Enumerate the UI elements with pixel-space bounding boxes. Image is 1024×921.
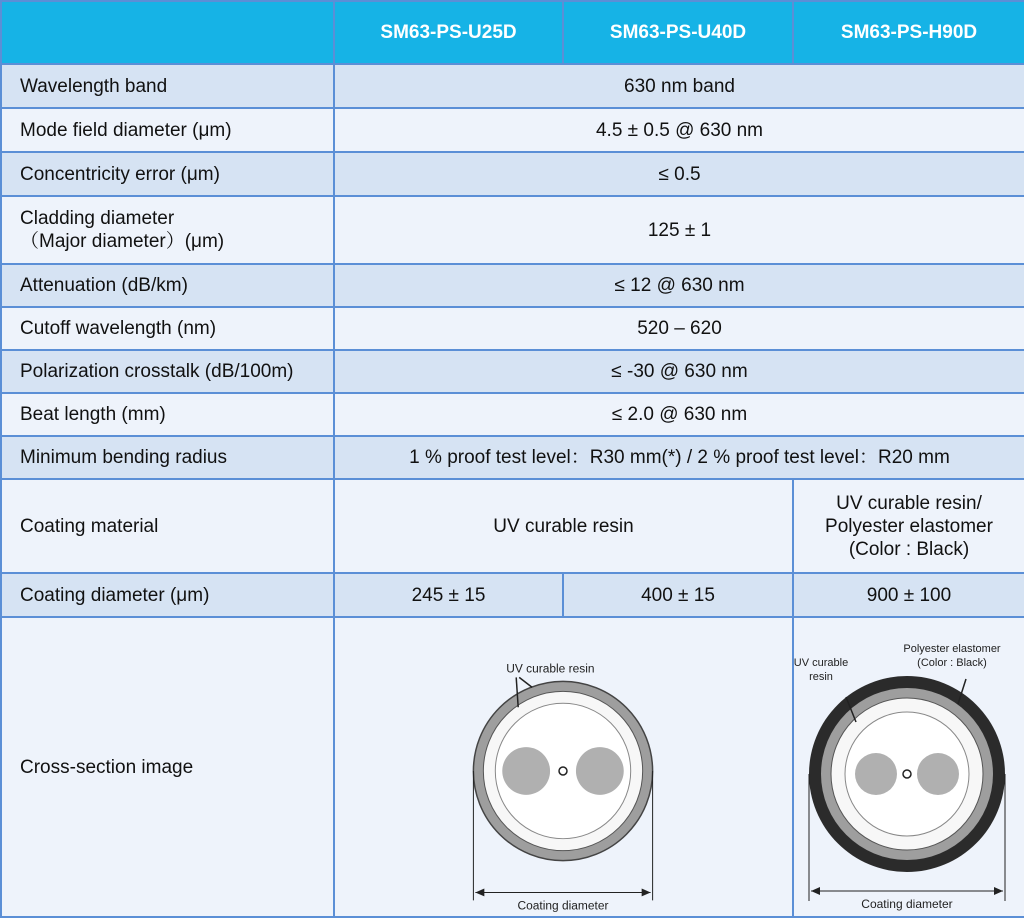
row-value: ≤ 0.5: [334, 152, 1024, 196]
cross-section-h90-cell: [793, 617, 1024, 917]
row-cladding: [1, 196, 1024, 264]
row-cutoff: [1, 307, 1024, 350]
header-model-u40d: SM63-PS-U40D: [563, 1, 793, 64]
row-label: Concentricity error (μm): [1, 152, 334, 196]
row-label: Cross-section image: [1, 617, 334, 917]
elastomer-label-line1: Polyester elastomer: [903, 643, 1001, 655]
core: [903, 770, 911, 778]
row-label: [1, 196, 334, 264]
row-value-uv: UV curable resin: [334, 479, 793, 573]
stress-rod-right: [917, 753, 959, 795]
row-coating-material: [1, 479, 1024, 573]
row-value: 520 – 620: [334, 307, 1024, 350]
row-value: 1 % proof test level：R30 mm(*) / 2 % proof test level：R20 mm: [334, 436, 1024, 479]
header-model-h90d: SM63-PS-H90D: [793, 1, 1024, 64]
row-coating-diameter: [1, 573, 1024, 617]
cross-section-uv-cell: [334, 617, 793, 917]
row-value-h90d: 900 ± 100: [793, 573, 1024, 617]
header-corner: [1, 1, 334, 64]
h90-line1: UV curable resin/: [836, 492, 982, 514]
row-beat: [1, 393, 1024, 436]
row-label: Minimum bending radius: [1, 436, 334, 479]
row-value-u40d: 400 ± 15: [563, 573, 793, 617]
dim-arrowhead-right: [642, 888, 651, 896]
row-label: Wavelength band: [1, 64, 334, 108]
resin-label: UV curable resin: [506, 661, 595, 676]
row-label-line1: Cladding diameter: [20, 208, 175, 229]
h90-line3: (Color : Black): [848, 538, 970, 560]
row-value: 4.5 ± 0.5 @ 630 nm: [334, 108, 1024, 152]
header-row: [1, 1, 1024, 64]
row-value: ≤ -30 @ 630 nm: [334, 350, 1024, 393]
row-mfd: [1, 108, 1024, 152]
stress-rod-left: [502, 747, 550, 795]
row-label: Attenuation (dB/km): [1, 264, 334, 307]
row-label: Cutoff wavelength (nm): [1, 307, 334, 350]
resin-label-line2: resin: [809, 671, 833, 683]
diameter-label: Coating diameter: [517, 898, 609, 913]
leader-line-inner: [519, 677, 532, 687]
core: [559, 767, 567, 775]
diameter-label: Coating diameter: [861, 897, 953, 911]
stress-rod-left: [855, 753, 897, 795]
row-label: Mode field diameter (μm): [1, 108, 334, 152]
row-value-h90: [793, 479, 1024, 573]
dim-arrowhead-left: [475, 888, 484, 896]
row-crosstalk: [1, 350, 1024, 393]
dim-arrowhead-left: [811, 887, 820, 895]
h90-line2: Polyester elastomer: [825, 515, 993, 537]
row-label: Coating diameter (μm): [1, 573, 334, 617]
row-value-u25d: 245 ± 15: [334, 573, 563, 617]
row-label: Coating material: [1, 479, 334, 573]
row-attenuation: [1, 264, 1024, 307]
row-label-line2: （Major diameter）(μm): [20, 231, 225, 252]
fiber-cross-section-h90-diagram: [794, 619, 1024, 915]
row-value: ≤ 2.0 @ 630 nm: [334, 393, 1024, 436]
row-value: 125 ± 1: [334, 196, 1024, 264]
row-cross-section: [1, 617, 1024, 917]
row-wavelength: [1, 64, 1024, 108]
fiber-cross-section-uv-diagram: [335, 619, 792, 915]
row-label: Polarization crosstalk (dB/100m): [1, 350, 334, 393]
dim-arrowhead-right: [994, 887, 1003, 895]
row-bending: [1, 436, 1024, 479]
row-value: ≤ 12 @ 630 nm: [334, 264, 1024, 307]
row-concentricity: [1, 152, 1024, 196]
elastomer-label-line2: (Color : Black): [917, 657, 987, 669]
stress-rod-right: [576, 747, 624, 795]
header-model-u25d: SM63-PS-U25D: [334, 1, 563, 64]
resin-label-line1: UV curable: [794, 657, 849, 669]
row-label: Beat length (mm): [1, 393, 334, 436]
row-value: 630 nm band: [334, 64, 1024, 108]
